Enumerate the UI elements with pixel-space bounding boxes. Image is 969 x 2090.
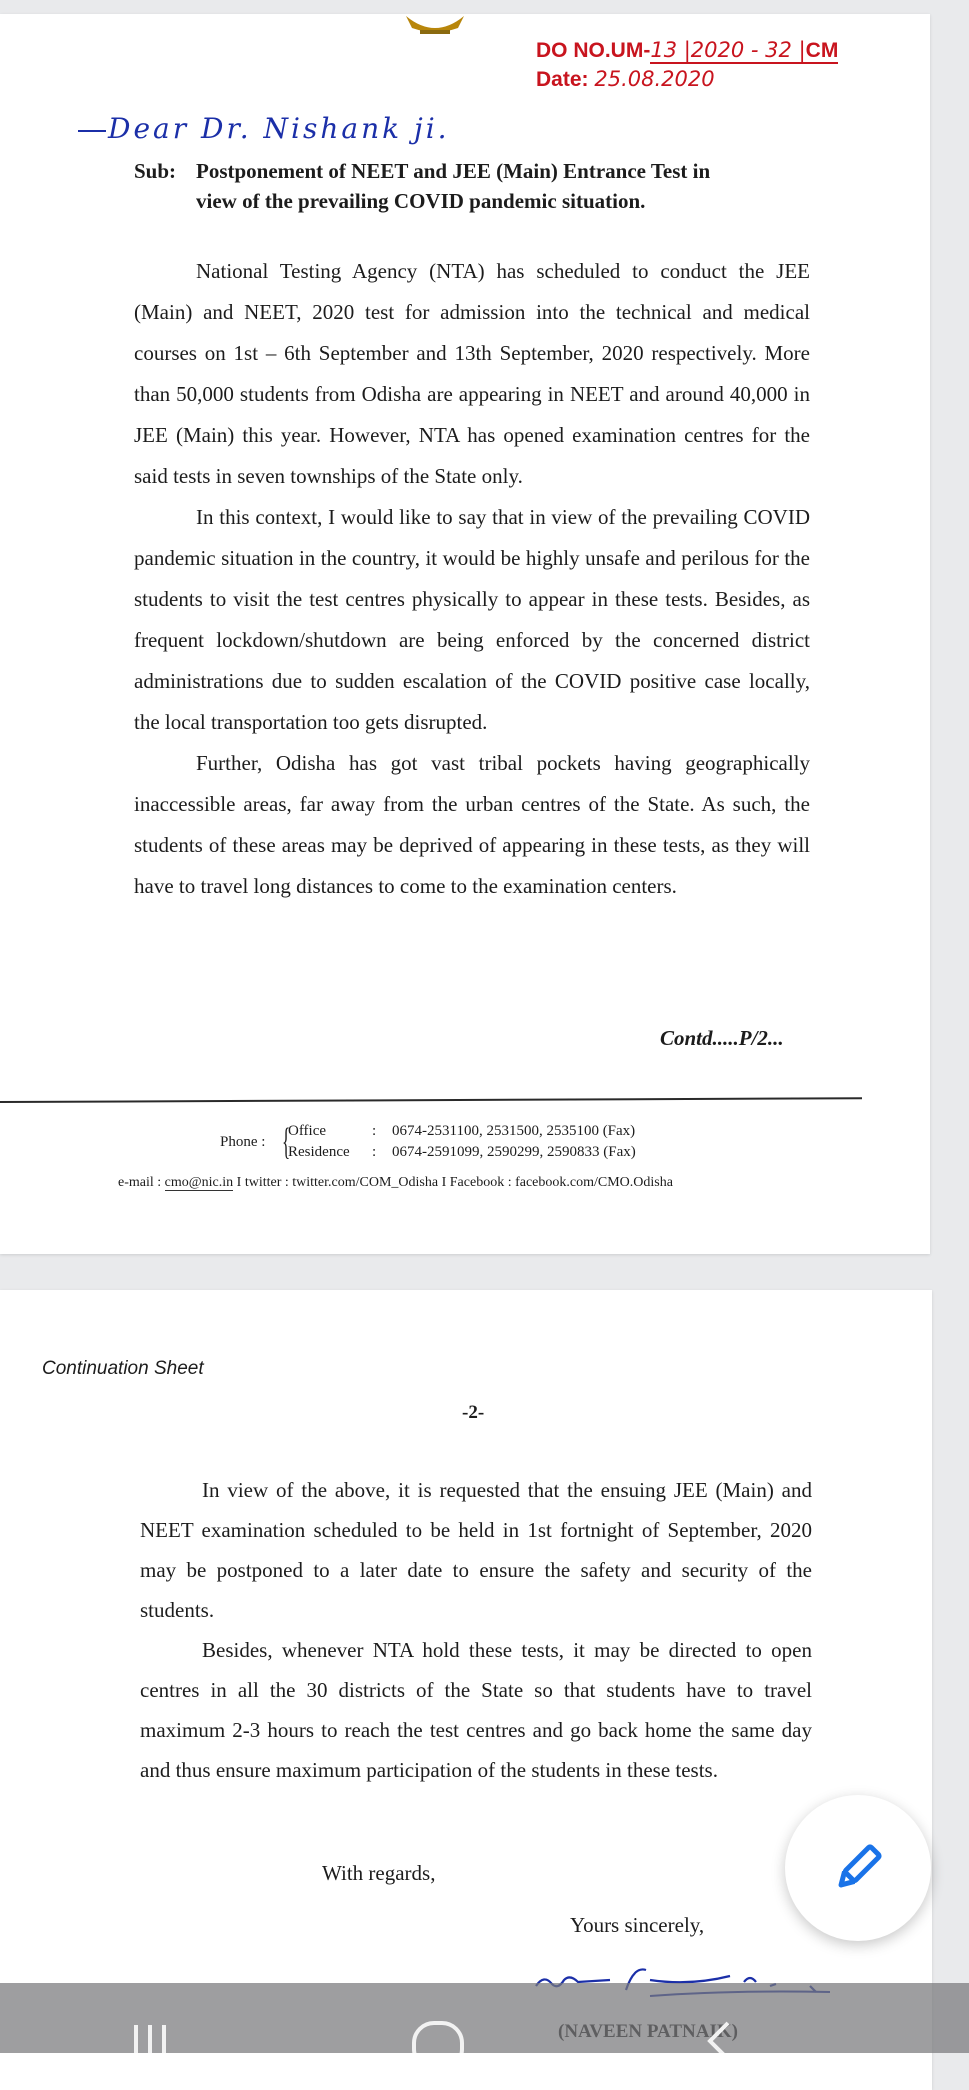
continuation-sheet-label: Continuation Sheet (42, 1358, 204, 1379)
paragraph: In this context, I would like to say that in view of the prevailing COVID pandemic situation in the country, it would be highly unsafe and perilous for the students to visit the test centres physically to appear in these tests. Besides, as frequent lockdown/shutdown are being enforced by the concerned district administrations due to sudden escalation of the COVID positive case locally, the local transportation too gets disrupted. (134, 505, 810, 734)
paragraph: In view of the above, it is requested that the ensuing JEE (Main) and NEET examination scheduled to be held in 1st fortnight of September, 2020 may be postponed to a later date to ensure the safety and security of the students. (140, 1478, 812, 1622)
letter-body-page-1 (134, 251, 810, 907)
brace-glyph: { (282, 1121, 291, 1163)
subject-label: Sub: (134, 159, 177, 183)
closing-sincerely: Yours sincerely, (570, 1913, 705, 1937)
closing-regards: With regards, (322, 1861, 436, 1885)
back-icon[interactable] (700, 2021, 736, 2053)
residence-phone: Residence : 0674-2591099, 2590299, 2590833 (Fax) (288, 1144, 636, 1160)
paragraph: Besides, whenever NTA hold these tests, it may be directed to open centres in all the 30 districts of the State so that students have to travel maximum 2-3 hours to reach the test centres and go back home the same day and thus ensure maximum participation of the students in these tests. (140, 1638, 812, 1782)
pencil-icon (832, 1842, 884, 1894)
paragraph: Further, Odisha has got vast tribal pockets having geographically inaccessible areas, far away from the urban centres of the State. As such, the students of these areas may be deprived of appearing in these tests, as they will have to travel long distances to come to the examination centers. (134, 751, 810, 898)
do-number: DO NO.UM-13 |2020 - 32 |CM (536, 38, 839, 62)
paragraph: National Testing Agency (NTA) has scheduled to conduct the JEE (Main) and NEET, 2020 test for admission into the technical and medical courses on 1st – 6th September and 13th September, 2020 respectively. More than 50,000 students from Odisha are appearing in NEET and around 40,000 in JEE (Main) this year. However, NTA has opened examination centres for the said tests in seven townships of the State only. (134, 259, 810, 488)
handwritten-salutation: Dear Dr. Nishank ji. (78, 112, 450, 145)
subject-line (134, 156, 814, 216)
reference-block (536, 36, 839, 94)
letter-body-page-2 (140, 1470, 812, 1790)
contact-links: e-mail : cmo@nic.in I twitter : twitter.com/COM_Odisha I Facebook : facebook.com/CMO.Odisha (118, 1175, 673, 1190)
subject-line-2: view of the prevailing COVID pandemic situation. (196, 189, 646, 213)
home-icon[interactable] (410, 2021, 466, 2053)
facebook-link[interactable]: facebook.com/CMO.Odisha (515, 1175, 673, 1190)
letter-date: Date: 25.08.2020 (536, 67, 715, 91)
twitter-link[interactable]: twitter.com/COM_Odisha (292, 1175, 439, 1190)
office-phone: Office : 0674-2531100, 2531500, 2535100 (Fax) (288, 1123, 636, 1139)
recent-apps-icon[interactable] (128, 2021, 174, 2053)
continued-marker: Contd.....P/2... (660, 1026, 784, 1050)
phone-label: Phone : (220, 1134, 266, 1150)
page-number: -2- (462, 1402, 485, 1423)
state-emblem-icon (400, 14, 470, 38)
system-navigation-bar (0, 1983, 969, 2053)
email-link[interactable]: cmo@nic.in (164, 1175, 234, 1190)
edit-fab-button[interactable] (785, 1795, 931, 1941)
subject-line-1: Postponement of NEET and JEE (Main) Entrance Test in (196, 159, 711, 183)
